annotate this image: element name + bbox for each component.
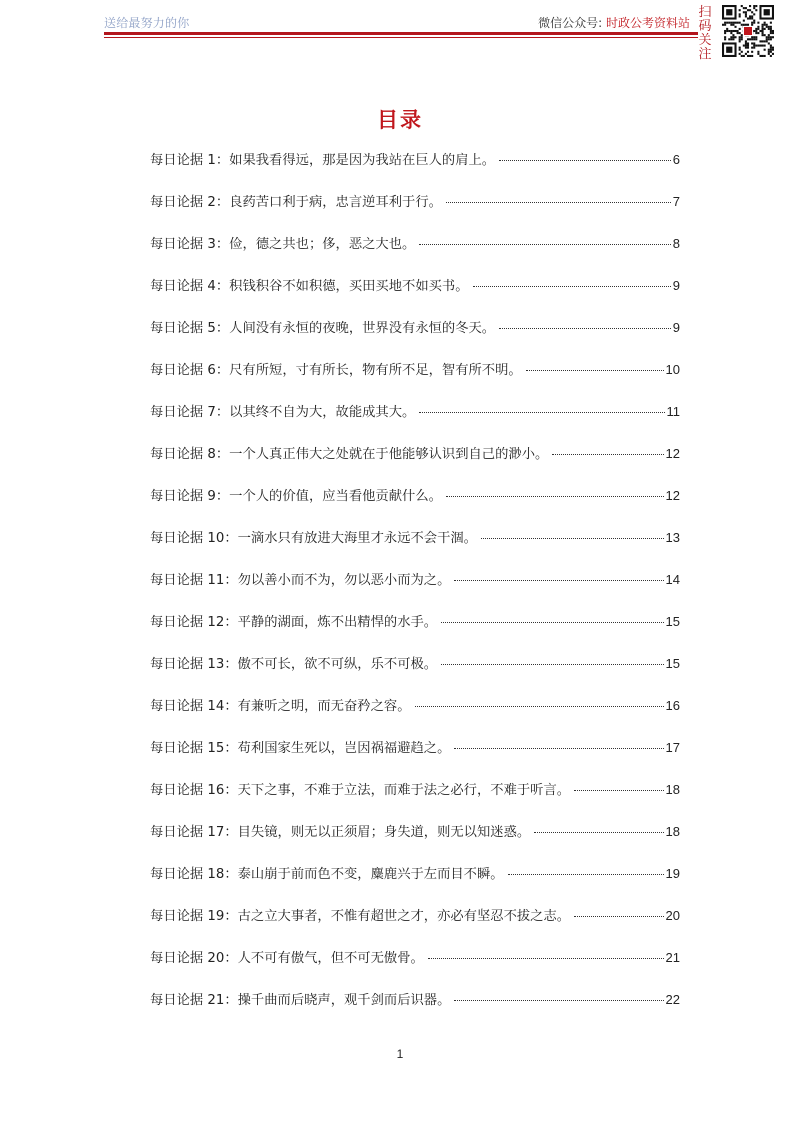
toc-item[interactable] [150, 318, 680, 360]
toc-item-page: 8 [672, 236, 680, 251]
toc-item-label: 每日论据 10：一滴水只有放进大海里才永远不会干涸。 [150, 531, 477, 546]
toc-item-page: 12 [665, 488, 680, 503]
header-rule-thin [104, 37, 698, 38]
toc-item[interactable] [150, 486, 680, 528]
header-slogan: 送给最努力的你 [104, 16, 190, 30]
toc-dot-leader [473, 286, 671, 287]
toc-item-label: 每日论据 2：良药苦口利于病，忠言逆耳利于行。 [150, 195, 442, 210]
toc-item-page: 16 [665, 698, 680, 713]
toc-item[interactable] [150, 528, 680, 570]
table-of-contents [150, 150, 680, 1032]
toc-item-page: 12 [665, 446, 680, 461]
toc-item-label: 每日论据 9：一个人的价值，应当看他贡献什么。 [150, 489, 442, 504]
toc-item[interactable] [150, 276, 680, 318]
toc-item-page: 18 [665, 824, 680, 839]
toc-item-page: 17 [665, 740, 680, 755]
toc-dot-leader [574, 790, 663, 791]
toc-item-page: 6 [672, 152, 680, 167]
toc-item-label: 每日论据 19：古之立大事者，不惟有超世之才，亦必有坚忍不拔之志。 [150, 909, 571, 924]
toc-item[interactable] [150, 948, 680, 990]
toc-item-label: 每日论据 15：苟利国家生死以，岂因祸福避趋之。 [150, 741, 451, 756]
toc-dot-leader [441, 664, 663, 665]
toc-dot-leader [441, 622, 663, 623]
toc-item[interactable] [150, 822, 680, 864]
toc-item-page: 9 [672, 320, 680, 335]
toc-item-label: 每日论据 16：天下之事，不难于立法，而难于法之必行，不难于听言。 [150, 783, 571, 798]
toc-item-page: 11 [666, 404, 680, 419]
page-title: 目录 [377, 108, 423, 132]
toc-item-page: 20 [665, 908, 680, 923]
toc-dot-leader [454, 580, 663, 581]
toc-dot-leader [415, 706, 664, 707]
toc-item-page: 21 [665, 950, 680, 965]
toc-item-label: 每日论据 17：目失镜，则无以正须眉；身失道，则无以知迷惑。 [150, 825, 531, 840]
toc-item-label: 每日论据 5：人间没有永恒的夜晚，世界没有永恒的冬天。 [150, 321, 496, 336]
toc-dot-leader [428, 958, 664, 959]
toc-item[interactable] [150, 444, 680, 486]
toc-item-label: 每日论据 7：以其终不自为大，故能成其大。 [150, 405, 416, 420]
toc-item-page: 15 [665, 614, 680, 629]
toc-item-page: 22 [665, 992, 680, 1007]
toc-dot-leader [454, 1000, 663, 1001]
toc-item[interactable] [150, 402, 680, 444]
toc-item-page: 10 [665, 362, 680, 377]
toc-item[interactable] [150, 738, 680, 780]
toc-item[interactable] [150, 780, 680, 822]
qr-code-icon[interactable] [722, 5, 774, 57]
toc-item-page: 9 [672, 278, 680, 293]
toc-dot-leader [419, 412, 664, 413]
toc-dot-leader [534, 832, 663, 833]
toc-item-page: 7 [672, 194, 680, 209]
toc-item-page: 18 [665, 782, 680, 797]
toc-item[interactable] [150, 696, 680, 738]
toc-item-label: 每日论据 13：傲不可长，欲不可纵，乐不可极。 [150, 657, 438, 672]
header-wechat-account [538, 14, 690, 31]
toc-item[interactable] [150, 570, 680, 612]
toc-dot-leader [499, 328, 671, 329]
toc-item-page: 14 [665, 572, 680, 587]
scan-to-follow-label: 扫码关注 [698, 5, 712, 62]
toc-item-label: 每日论据 8：一个人真正伟大之处就在于他能够认识到自己的渺小。 [150, 447, 549, 462]
page-number: 1 [396, 1047, 404, 1061]
toc-dot-leader [526, 370, 664, 371]
header-rule-thick [104, 32, 698, 35]
toc-item-label: 每日论据 4：积钱积谷不如积德，买田买地不如买书。 [150, 279, 469, 294]
toc-item[interactable] [150, 192, 680, 234]
toc-item-page: 13 [665, 530, 680, 545]
toc-dot-leader [499, 160, 671, 161]
toc-item-label: 每日论据 3：俭，德之共也；侈，恶之大也。 [150, 237, 416, 252]
toc-item[interactable] [150, 990, 680, 1032]
toc-item[interactable] [150, 864, 680, 906]
toc-dot-leader [419, 244, 670, 245]
toc-item-label: 每日论据 20：人不可有傲气，但不可无傲骨。 [150, 951, 424, 966]
toc-item[interactable] [150, 150, 680, 192]
toc-item[interactable] [150, 234, 680, 276]
toc-dot-leader [552, 454, 663, 455]
toc-item[interactable] [150, 654, 680, 696]
toc-item[interactable] [150, 360, 680, 402]
toc-item-label: 每日论据 14：有兼听之明，而无奋矜之容。 [150, 699, 411, 714]
toc-item-label: 每日论据 6：尺有所短，寸有所长，物有所不足，智有所不明。 [150, 363, 522, 378]
toc-dot-leader [481, 538, 664, 539]
toc-item-page: 15 [665, 656, 680, 671]
toc-item[interactable] [150, 612, 680, 654]
qr-center-badge [744, 27, 752, 35]
page-header [0, 0, 800, 70]
toc-item-label: 每日论据 12：平静的湖面，炼不出精悍的水手。 [150, 615, 438, 630]
toc-item-label: 每日论据 1：如果我看得远，那是因为我站在巨人的肩上。 [150, 153, 496, 168]
toc-item-label: 每日论据 11：勿以善小而不为，勿以恶小而为之。 [150, 573, 451, 588]
toc-item[interactable] [150, 906, 680, 948]
toc-dot-leader [574, 916, 663, 917]
toc-item-page: 19 [665, 866, 680, 881]
toc-dot-leader [508, 874, 664, 875]
toc-dot-leader [446, 496, 664, 497]
toc-item-label: 每日论据 21：操千曲而后晓声，观千剑而后识器。 [150, 993, 451, 1008]
wechat-label: 微信公众号: [538, 16, 603, 30]
qr-code-graphic [722, 5, 774, 57]
wechat-account-name: 时政公考资料站 [605, 16, 690, 30]
toc-item-label: 每日论据 18：泰山崩于前而色不变，麋鹿兴于左而目不瞬。 [150, 867, 504, 882]
toc-dot-leader [446, 202, 671, 203]
toc-dot-leader [454, 748, 663, 749]
